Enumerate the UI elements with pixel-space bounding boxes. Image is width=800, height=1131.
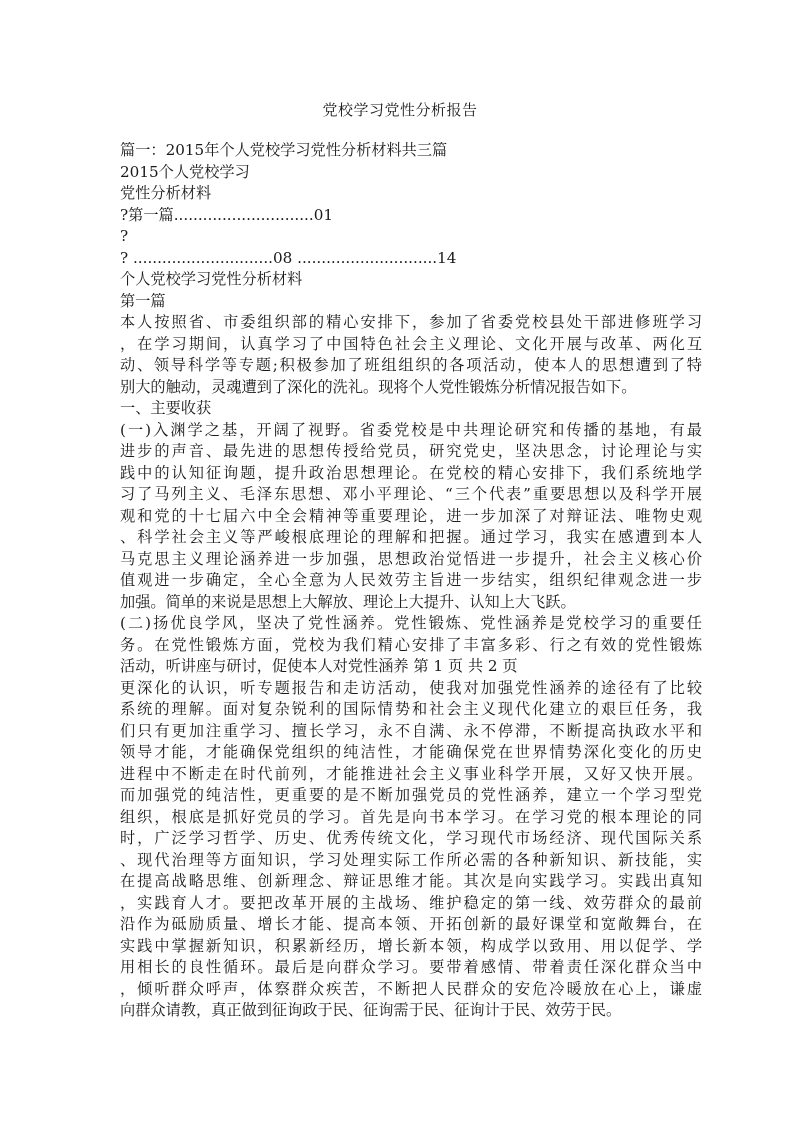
document-body bbox=[120, 140, 702, 1022]
paragraph-line: 系统的理解。面对复杂锐利的国际情势和社会主义现代化建立的艰巨任务，我 bbox=[120, 700, 702, 718]
paragraph-line: 值观进一步确定，全心全意为人民效劳主旨进一步结实，组织纪律观念进一步 bbox=[120, 571, 702, 589]
subtitle-line: 2015个人党校学习 bbox=[120, 162, 250, 181]
paragraph-line: 习了马列主义、毛泽东思想、邓小平理论、“三个代表”重要思想以及科学开展 bbox=[120, 485, 702, 503]
paragraph-line: 马克思主义理论涵养进一步加强，思想政治觉悟进一步提升，社会主义核心价 bbox=[120, 549, 702, 568]
paragraph-line: (一)入渊学之基，开阔了视野。省委党校是中共理论研究和传播的基地，有最 bbox=[120, 420, 702, 439]
paragraph-line: 用相长的良性循环。最后是向群众学习。要带着感情、带着责任深化群众当中 bbox=[120, 958, 702, 976]
paragraph-line: 别大的触动，灵魂遭到了深化的洗礼。现将个人党性锻炼分析情况报告如下。 bbox=[120, 377, 637, 396]
paragraph-line: 向群众请教，真正做到征询政于民、征询需于民、征询计于民、效劳于民。 bbox=[120, 1001, 622, 1019]
paragraph-line: 加强。简单的来说是思想上大解放、理论上大提升、认知上大飞跃。 bbox=[120, 592, 576, 611]
paragraph-line: (二)扬优良学风，坚决了党性涵养。党性锻炼、党性涵养是党校学习的重要任 bbox=[120, 614, 702, 632]
subtitle-line: 个人党校学习党性分析材料 bbox=[120, 270, 303, 288]
paragraph-line-with-page-marker: 活动，听讲座与研讨，促使本人对党性涵养 第 1 页 共 2 页 bbox=[120, 657, 518, 675]
paragraph-line: ，倾听群众呼声，体察群众疾苦，不断把人民群众的安危冷暖放在心上，谦虚 bbox=[120, 979, 702, 998]
paragraph-line: ，在学习期间，认真学习了中国特色社会主义理论、文化开展与改革、两化互 bbox=[120, 334, 702, 353]
paragraph-line: 们只有更加注重学习、擅长学习，永不自满、永不停滞，不断提高执政水平和 bbox=[120, 721, 702, 740]
paragraph-line: ，实践育人才。要把改革开展的主战场、维护稳定的第一线、效劳群众的最前 bbox=[120, 893, 702, 912]
paragraph-line: 、科学社会主义等严峻根底理论的理解和把握。通过学习，我实在感遭到本人 bbox=[120, 528, 702, 546]
section-heading: 一、主要收获 bbox=[120, 399, 212, 417]
paragraph-line: 而加强党的纯洁性，更重要的是不断加强党员的党性涵养，建立一个学习型党 bbox=[120, 786, 702, 804]
paragraph-line: 践中的认知征询题，提升政治思想理论。在党校的精心安排下，我们系统地学 bbox=[120, 463, 702, 482]
paragraph-line: 动、领导科学等专题;积极参加了班组组织的各项活动，使本人的思想遭到了特 bbox=[120, 356, 702, 374]
document-title: 党校学习党性分析报告 bbox=[322, 101, 478, 119]
paragraph-line: 更深化的认识，听专题报告和走访活动，使我对加强党性涵养的途径有了比较 bbox=[120, 678, 702, 697]
paragraph-line: 进步的声音、最先进的思想传授给党员，研究党史，坚决思念，讨论理论与实 bbox=[120, 442, 702, 460]
toc-line: ? bbox=[120, 227, 129, 245]
paragraph-line: 、现代治理等方面知识，学习处理实际工作所必需的各种新知识、新技能，实 bbox=[120, 850, 702, 869]
paragraph-line: 观和党的十七届六中全会精神等重要理论，进一步加深了对辩证法、唯物史观 bbox=[120, 506, 702, 525]
paragraph-line: 进程中不断走在时代前列，才能推进社会主义事业科学开展，又好又快开展。 bbox=[120, 764, 702, 783]
paragraph-line: 沿作为砥励质量、增长才能、提高本领、开拓创新的最好课堂和宽敞舞台，在 bbox=[120, 915, 702, 933]
paragraph-line: 领导才能，才能确保党组织的纯洁性，才能确保党在世界情势深化变化的历史 bbox=[120, 743, 702, 761]
toc-line: ?第一篇.............................01 bbox=[120, 205, 334, 224]
paragraph-line: 时，广泛学习哲学、历史、优秀传统文化，学习现代市场经济、现代国际关系 bbox=[120, 829, 702, 847]
subtitle-line: 第一篇 bbox=[120, 291, 166, 310]
paragraph-line: 组织，根底是抓好党员的学习。首先是向书本学习。在学习党的根本理论的同 bbox=[120, 807, 702, 826]
paragraph-line: 实践中掌握新知识，积累新经历，增长新本领，构成学以致用、用以促学、学 bbox=[120, 936, 702, 955]
paragraph-line: 本人按照省、市委组织部的精心安排下，参加了省委党校县处干部进修班学习 bbox=[120, 313, 702, 331]
toc-line: ? .............................08 .............................14 bbox=[120, 248, 457, 267]
paragraph-line: 务。在党性锻炼方面，党校为我们精心安排了丰富多彩、行之有效的党性锻炼 bbox=[120, 635, 702, 654]
subtitle-line: 党性分析材料 bbox=[120, 184, 212, 202]
section-heading: 篇一：2015年个人党校学习党性分析材料共三篇 bbox=[120, 141, 448, 159]
paragraph-line: 在提高战略思维、创新理念、辩证思维才能。其次是向实践学习。实践出真知 bbox=[120, 872, 702, 890]
